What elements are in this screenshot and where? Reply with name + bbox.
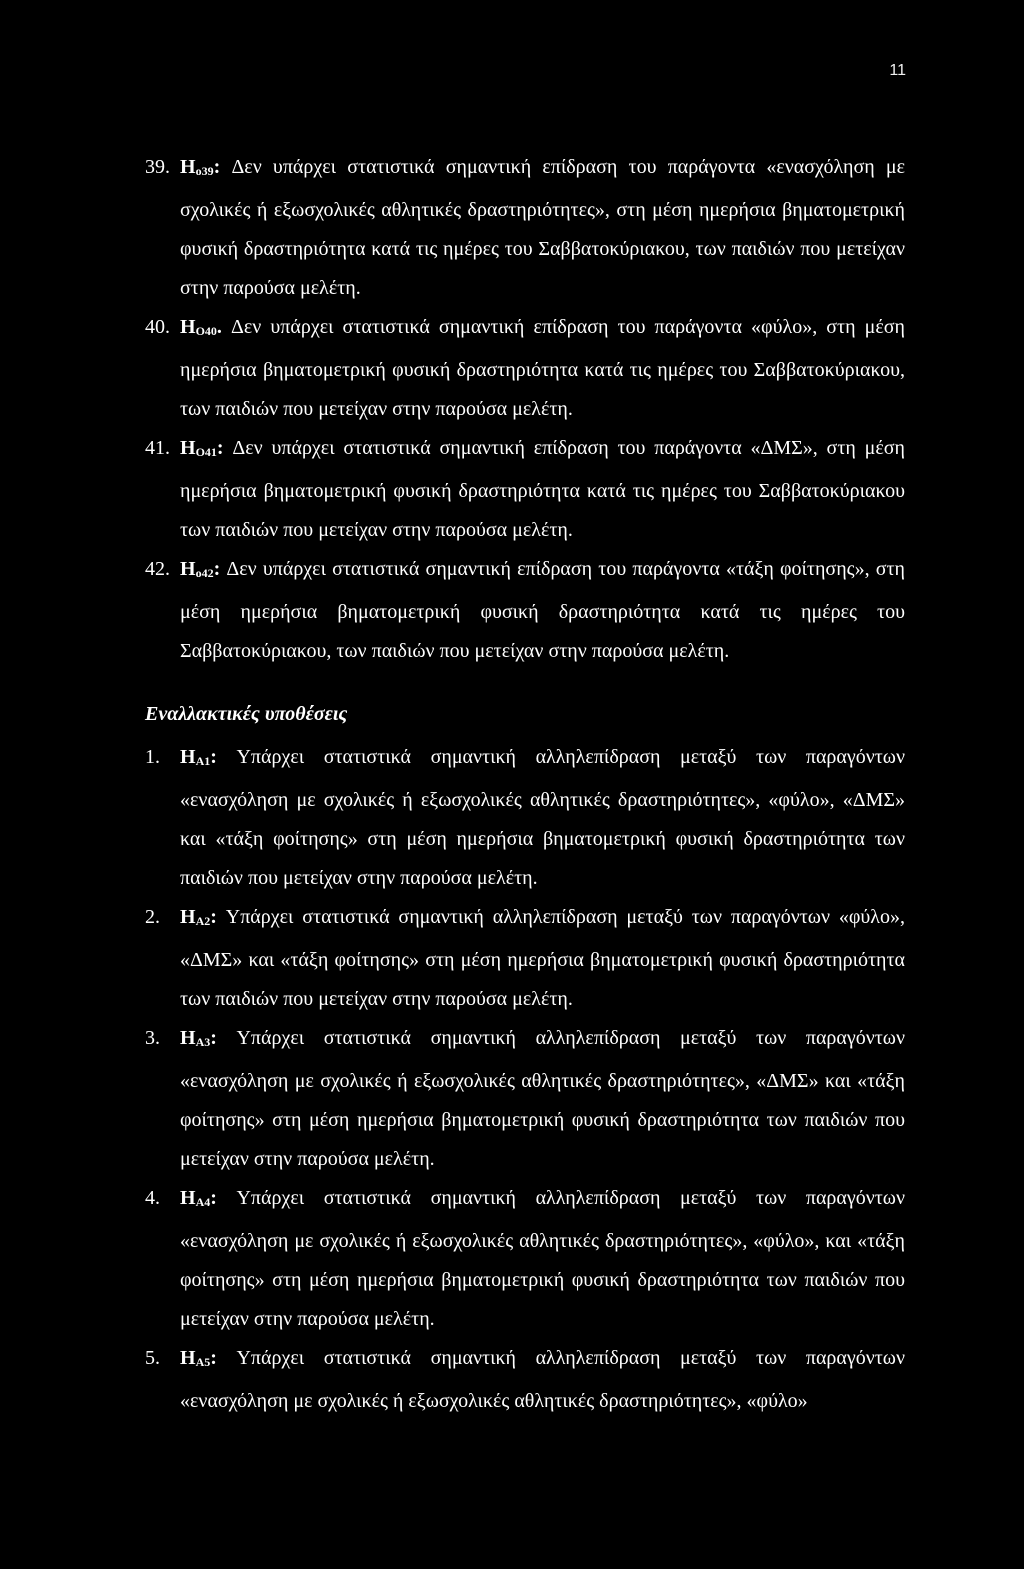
- hypothesis-text: Υπάρχει στατιστικά σημαντική αλληλεπίδραση μεταξύ των παραγόντων «φύλο», «ΔΜΣ» και «τάξη φοίτησης» στη μέση ημερήσια βηματομετρική φυσική δραστηριότητα των παιδιών που μετείχαν στην παρούσα μελέτη.: [180, 906, 905, 1010]
- item-number: 3.: [145, 1027, 160, 1049]
- null-hypothesis-41: [145, 429, 905, 550]
- hypothesis-text: Δεν υπάρχει στατιστικά σημαντική επίδραση του παράγοντα «ενασχόληση με σχολικές ή εξωσχολικές αθλητικές δραστηριότητες», στη μέση ημερήσια βηματομετρική φυσική δραστηριότητα κατά τις ημέρες του Σαββατοκύριακου, των παιδιών που μετείχαν στην παρούσα μελέτη.: [180, 156, 905, 299]
- hypothesis-code: $H_{A2}$:: [180, 906, 217, 928]
- item-number: 4.: [145, 1187, 160, 1209]
- item-number: 41.: [145, 437, 170, 459]
- hypothesis-code: $H_{O40}$.: [180, 316, 222, 338]
- item-number: 42.: [145, 558, 170, 580]
- item-number: 39.: [145, 156, 170, 178]
- item-number: 5.: [145, 1347, 160, 1369]
- item-number: 1.: [145, 746, 160, 768]
- alt-hypothesis-3: [145, 1019, 905, 1179]
- hypothesis-code: $H_{A3}$:: [180, 1027, 217, 1049]
- alt-hypothesis-5: [145, 1339, 905, 1421]
- hypothesis-code: $H_{o39}$:: [180, 156, 221, 178]
- null-hypothesis-40: [145, 308, 905, 429]
- alternative-hypotheses-list: [145, 738, 905, 1421]
- hypothesis-text: Υπάρχει στατιστικά σημαντική αλληλεπίδραση μεταξύ των παραγόντων «ενασχόληση με σχολικές ή εξωσχολικές αθλητικές δραστηριότητες», «φύλο», και «τάξη φοίτησης» στη μέση ημερήσια βηματομετρική φυσική δραστηριότητα των παιδιών που μετείχαν στην παρούσα μελέτη.: [180, 1187, 906, 1330]
- alt-hypothesis-1: [145, 738, 905, 898]
- item-number: 40.: [145, 316, 170, 338]
- hypothesis-code: $H_{O41}$:: [180, 437, 224, 459]
- alt-hypothesis-4: [145, 1179, 905, 1339]
- hypothesis-text: Δεν υπάρχει στατιστικά σημαντική επίδραση του παράγοντα «τάξη φοίτησης», στη μέση ημερήσια βηματομετρική φυσική δραστηριότητα κατά τις ημέρες του Σαββατοκύριακου, των παιδιών που μετείχαν στην παρούσα μελέτη.: [180, 558, 905, 662]
- null-hypothesis-42: [145, 550, 905, 671]
- hypothesis-text: Δεν υπάρχει στατιστικά σημαντική επίδραση του παράγοντα «ΔΜΣ», στη μέση ημερήσια βηματομετρική φυσική δραστηριότητα κατά τις ημέρες του Σαββατοκύριακου των παιδιών που μετείχαν στην παρούσα μελέτη.: [180, 437, 905, 541]
- page-number: 11: [889, 62, 906, 79]
- hypothesis-text: Υπάρχει στατιστικά σημαντική αλληλεπίδραση μεταξύ των παραγόντων «ενασχόληση με σχολικές ή εξωσχολικές αθλητικές δραστηριότητες», «ΔΜΣ» και «τάξη φοίτησης» στη μέση ημερήσια βηματομετρική φυσική δραστηριότητα των παιδιών που μετείχαν στην παρούσα μελέτη.: [180, 1027, 906, 1170]
- hypothesis-text: Υπάρχει στατιστικά σημαντική αλληλεπίδραση μεταξύ των παραγόντων «ενασχόληση με σχολικές ή εξωσχολικές αθλητικές δραστηριότητες», «φύλο», «ΔΜΣ» και «τάξη φοίτησης» στη μέση ημερήσια βηματομετρική φυσική δραστηριότητα των παιδιών που μετείχαν στην παρούσα μελέτη.: [180, 746, 906, 889]
- section-title-alternative-hypotheses: Εναλλακτικές υποθέσεις: [145, 703, 348, 725]
- document-body: [145, 148, 905, 1421]
- hypothesis-code: $H_{o42}$:: [180, 558, 221, 580]
- hypothesis-code: $H_{A1}$:: [180, 746, 217, 768]
- item-number: 2.: [145, 906, 160, 928]
- hypothesis-text: Δεν υπάρχει στατιστικά σημαντική επίδραση του παράγοντα «φύλο», στη μέση ημερήσια βηματομετρική φυσική δραστηριότητα κατά τις ημέρες του Σαββατοκύριακου, των παιδιών που μετείχαν στην παρούσα μελέτη.: [180, 316, 905, 420]
- alt-hypothesis-2: [145, 898, 905, 1019]
- null-hypothesis-39: [145, 148, 905, 308]
- hypothesis-code: $H_{A4}$:: [180, 1187, 217, 1209]
- hypothesis-text: Υπάρχει στατιστικά σημαντική αλληλεπίδραση μεταξύ των παραγόντων «ενασχόληση με σχολικές ή εξωσχολικές αθλητικές δραστηριότητες», «φύλο»: [180, 1347, 906, 1412]
- hypothesis-code: $H_{A5}$:: [180, 1347, 217, 1369]
